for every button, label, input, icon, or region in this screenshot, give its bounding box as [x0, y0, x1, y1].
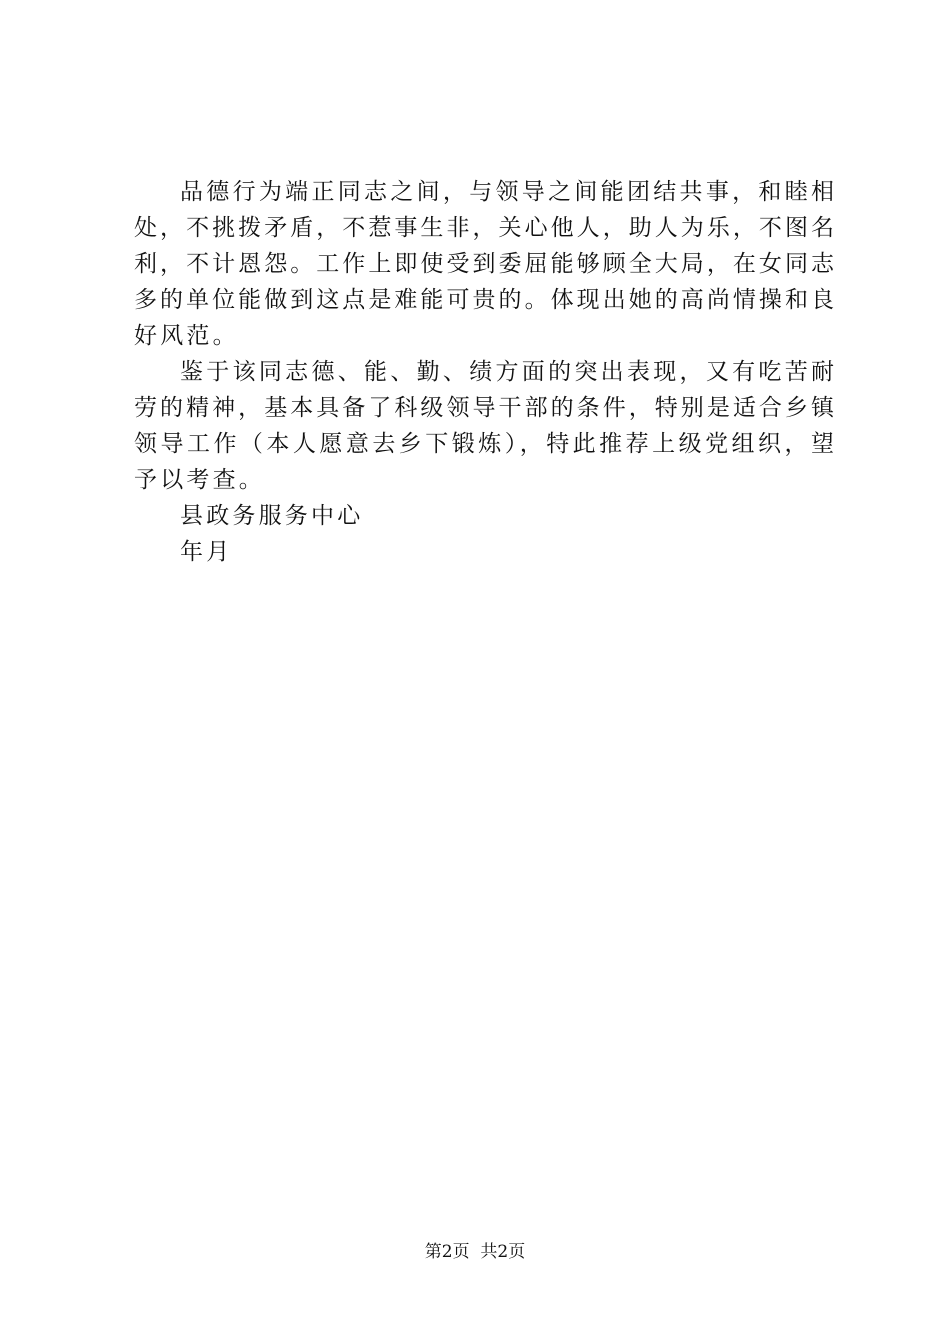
signature-organization: 县政务服务中心 — [180, 503, 364, 529]
paragraph-recommendation — [134, 354, 834, 498]
signature-date: 年月 — [180, 539, 233, 565]
paragraph-line: 品德行为端正同志之间，与领导之间能团结共事，和睦相 — [180, 179, 834, 205]
paragraph-line: 多的单位能做到这点是难能可贵的。体现出她的高尚情操和良 — [134, 287, 834, 313]
paragraph-line: 予以考查。 — [134, 467, 265, 493]
page-footer — [0, 1240, 950, 1264]
document-body — [134, 174, 834, 570]
signature-block — [134, 498, 834, 570]
paragraph-conduct — [134, 174, 834, 354]
paragraph-line: 利，不计恩怨。工作上即使受到委屈能够顾全大局，在女同志 — [134, 251, 834, 277]
paragraph-line: 领导工作（本人愿意去乡下锻炼），特此推荐上级党组织，望 — [134, 431, 834, 457]
paragraph-line: 处，不挑拨矛盾，不惹事生非，关心他人，助人为乐，不图名 — [134, 215, 834, 241]
paragraph-line: 鉴于该同志德、能、勤、绩方面的突出表现，又有吃苦耐 — [180, 359, 834, 385]
paragraph-line: 劳的精神，基本具备了科级领导干部的条件，特别是适合乡镇 — [134, 395, 834, 421]
paragraph-line: 好风范。 — [134, 323, 239, 349]
page-number-label: 第2页 共2页 — [424, 1242, 526, 1262]
